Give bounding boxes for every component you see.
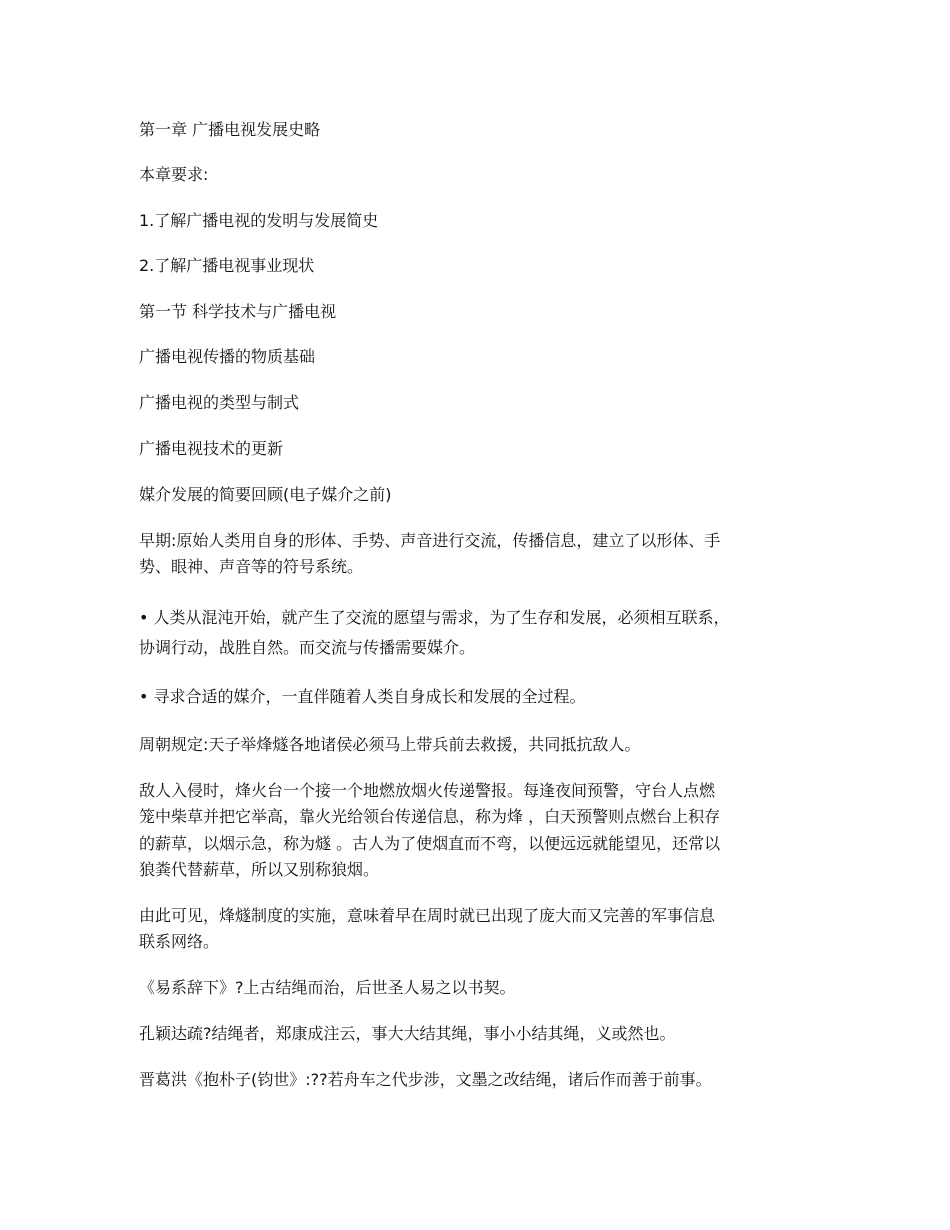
requirement-item-1: 1.了解广播电视的发明与发展简史	[139, 211, 379, 230]
paragraph-line: 由此可见，烽燧制度的实施，意味着早在周时就已出现了庞大而又完善的军事信息	[139, 906, 716, 925]
quote-line: 孔颖达疏?结绳者，郑康成注云，事大大结其绳，事小小结其绳，义或然也。	[139, 1024, 676, 1043]
bullet-line: • 人类从混沌开始，就产生了交流的愿望与需求，为了生存和发展，必须相互联系，	[139, 608, 730, 627]
chapter-title: 第一章 广播电视发展史略	[139, 120, 321, 139]
bullet-line: • 寻求合适的媒介，一直伴随着人类自身成长和发展的全过程。	[139, 687, 586, 706]
paragraph-line: 周朝规定:天子举烽燧各地诸侯必须马上带兵前去救援，共同抵抗敌人。	[139, 735, 641, 754]
section-title: 第一节 科学技术与广播电视	[139, 302, 337, 321]
paragraph-line: 狼粪代替薪草，所以又别称狼烟。	[139, 860, 380, 879]
paragraph-line: 联系网络。	[139, 932, 220, 951]
topic-line: 广播电视的类型与制式	[139, 393, 300, 412]
topic-line: 广播电视技术的更新	[139, 439, 284, 458]
bullet-line: 协调行动，战胜自然。而交流与传播需要媒介。	[139, 638, 476, 657]
paragraph-line: 笼中柴草并把它举高，靠火光给领台传递信息，称为烽 ，白天预警则点燃台上积存	[139, 807, 721, 826]
requirements-heading: 本章要求:	[139, 165, 209, 184]
paragraph-line: 的薪草，以烟示急，称为燧 。古人为了使烟直而不弯，以便远远就能望见，还常以	[139, 834, 721, 853]
paragraph-line: 早期:原始人类用自身的形体、手势、声音进行交流，传播信息，建立了以形体、手	[139, 531, 721, 550]
topic-line: 媒介发展的简要回顾(电子媒介之前)	[139, 485, 392, 504]
paragraph-line: 势、眼神、声音等的符号系统。	[139, 557, 364, 576]
topic-line: 广播电视传播的物质基础	[139, 347, 316, 366]
requirement-item-2: 2.了解广播电视事业现状	[139, 256, 315, 275]
quote-line: 《易系辞下》?上古结绳而治，后世圣人易之以书契。	[139, 978, 516, 997]
quote-line: 晋葛洪《抱朴子(钧世》:??若舟车之代步涉，文墨之改结绳，诸后作而善于前事。	[139, 1070, 712, 1089]
paragraph-line: 敌人入侵时，烽火台一个接一个地燃放烟火传递警报。每逢夜间预警，守台人点燃	[139, 781, 716, 800]
